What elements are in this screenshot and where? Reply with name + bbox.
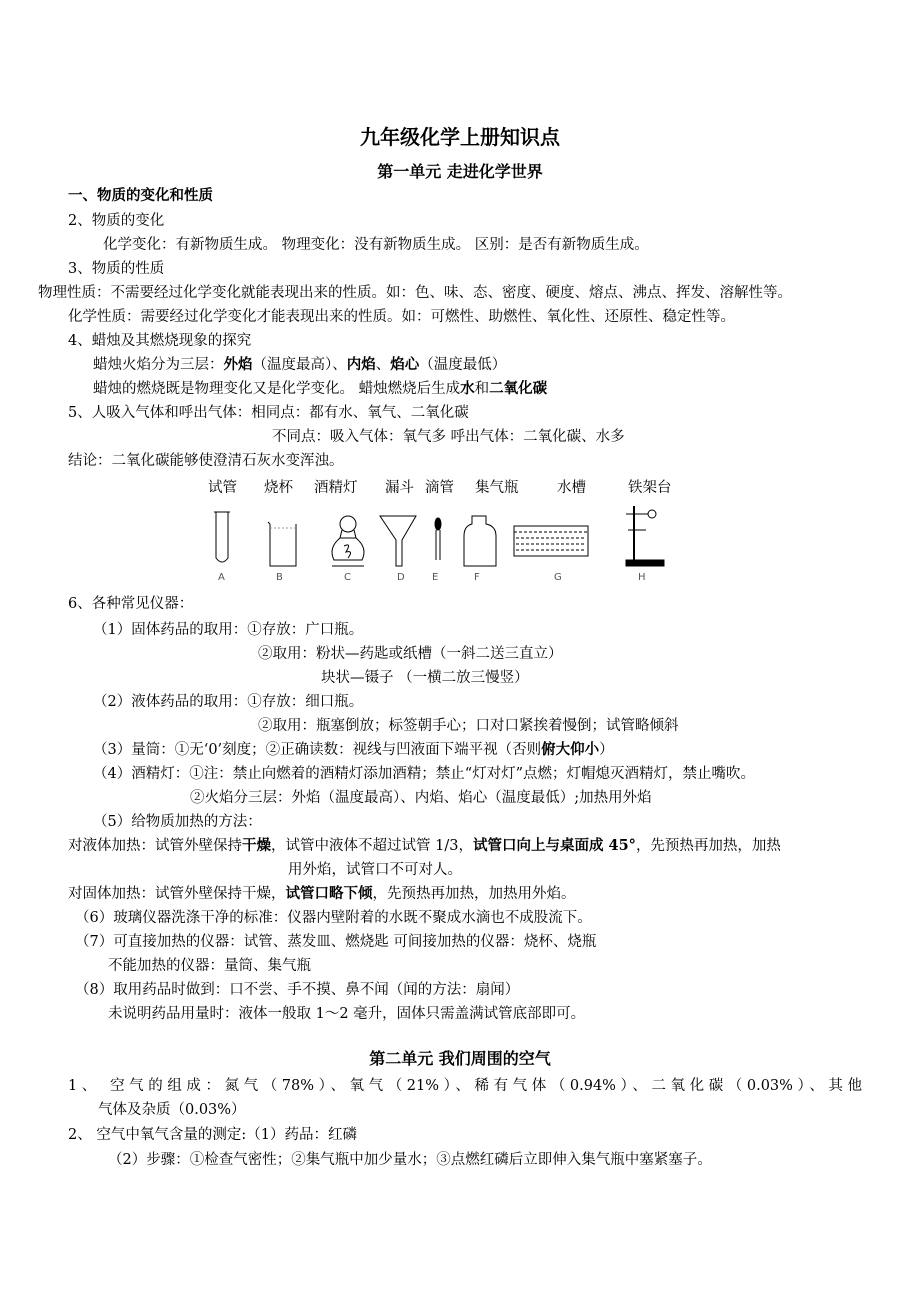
apparatus-letter: D [397, 572, 405, 583]
text-line: （8）取用药品时做到：口不尝、手不摸、鼻不闻（闻的方法：扇闻） [75, 982, 520, 998]
bold-run: 试管口略下倾 [285, 885, 373, 902]
text-line: （7）可直接加热的仪器：试管、蒸发皿、燃烧匙 可间接加热的仪器：烧杯、烧瓶 [75, 934, 597, 950]
text-line: 2、 空气中氧气含量的测定:（1）药品：红磷 [68, 1127, 357, 1143]
apparatus-letter: F [474, 572, 480, 583]
apparatus-label: 酒精灯 [314, 480, 358, 496]
bold-run: 内焰 [346, 356, 376, 373]
water-trough-icon [514, 526, 588, 556]
text-line: 未说明药品用量时：液体一般取 1～2 毫升，固体只需盖满试管底部即可。 [108, 1006, 586, 1022]
bold-run: 二氧化碳 [489, 380, 548, 397]
apparatus-label: 漏斗 [385, 480, 414, 496]
text-run: 、 [375, 357, 391, 373]
apparatus-letter: G [554, 572, 562, 583]
bold-run: 水 [460, 380, 475, 397]
text-line: 结论：二氧化碳能够使澄清石灰水变浑浊。 [68, 453, 344, 469]
text-line [93, 355, 506, 375]
apparatus-letter: B [276, 572, 283, 583]
text-run: 蜡烛火焰分为三层： [93, 357, 224, 373]
text-line: 3、物质的性质 [68, 261, 165, 277]
apparatus-letter: A [218, 572, 225, 583]
apparatus-label: 烧杯 [264, 480, 293, 496]
text-line [68, 884, 576, 904]
apparatus-letter: E [432, 572, 439, 583]
text-line: 气体及杂质（0.03%） [98, 1102, 246, 1118]
text-run: ，先预热再加热，加热用外焰。 [372, 886, 576, 902]
text-line: （1）固体药品的取用：①存放：广口瓶。 [93, 622, 364, 638]
text-run: ，试管中液体不超过试管 1/3， [271, 838, 473, 854]
apparatus-label: 水槽 [557, 480, 586, 496]
apparatus-figure [200, 500, 680, 570]
text-line: 4、蜡烛及其燃烧现象的探究 [68, 333, 252, 349]
text-line: （2）液体药品的取用：①存放：细口瓶。 [93, 694, 364, 710]
apparatus-label: 试管 [208, 480, 237, 496]
text-line: 不同点：吸入气体：氧气多 呼出气体：二氧化碳、水多 [272, 429, 625, 445]
text-run: 和 [474, 381, 490, 397]
apparatus-label: 滴管 [425, 480, 454, 496]
section-heading: 一、物质的变化和性质 [68, 187, 213, 204]
text-line: ②取用：粉状—药匙或纸槽（一斜二送三直立） [258, 646, 563, 662]
bold-run: 干燥 [242, 837, 271, 854]
text-line: ②火焰分三层：外焰（温度最高）、内焰、焰心（温度最低）;加热用外焰 [190, 790, 652, 806]
text-line: 不能加热的仪器：量筒、集气瓶 [108, 958, 311, 974]
text-line: ②取用：瓶塞倒放；标签朝手心；口对口紧挨着慢倒；试管略倾斜 [258, 718, 679, 734]
text-line: 2、物质的变化 [68, 213, 165, 229]
apparatus-label: 集气瓶 [475, 480, 519, 496]
text-run: ，先预热再加热，加热 [635, 838, 781, 854]
text-line: （4）酒精灯：①注：禁止向燃着的酒精灯添加酒精；禁止“灯对灯”点燃；灯帽熄灭酒精灯，禁止嘴吹。 [93, 766, 756, 782]
text-line: 用外焰，试管口不可对人。 [288, 862, 462, 878]
text-run: 蜡烛的燃烧既是物理变化又是化学变化。 蜡烛燃烧后生成 [93, 381, 461, 397]
text-line [93, 379, 547, 399]
funnel-icon [380, 516, 416, 566]
apparatus-label: 铁架台 [628, 480, 672, 496]
text-line: 化学性质：需要经过化学变化才能表现出来的性质。如：可燃性、助燃性、氧化性、还原性、稳定性等。 [68, 309, 735, 325]
beaker-icon [268, 522, 296, 566]
text-line: （6）玻璃仪器洗涤干净的标准：仪器内壁附着的水既不聚成水滴也不成股流下。 [75, 910, 592, 926]
text-line: 物理性质：不需要经过化学变化就能表现出来的性质。如：色、味、态、密度、硬度、熔点、沸点、挥发、溶解性等。 [38, 285, 792, 301]
text-line [93, 740, 614, 760]
text-line: 块状—镊子 （一横二放三慢竖） [321, 670, 529, 686]
text-run: 对固体加热：试管外壁保持干燥， [68, 886, 286, 902]
text-line: （5）给物质加热的方法： [93, 814, 262, 830]
gas-jar-icon [464, 516, 496, 566]
iron-stand-icon [626, 506, 664, 566]
text-line [68, 836, 781, 856]
unit2-heading: 第二单元 我们周围的空气 [369, 1049, 551, 1068]
text-run: 对液体加热：试管外壁保持 [68, 838, 242, 854]
text-line: 6、各种常见仪器： [68, 596, 194, 612]
text-line: （2）步骤：①检查气密性；②集气瓶中加少量水；③点燃红磷后立即伸入集气瓶中塞紧塞子。 [108, 1152, 712, 1168]
text-run: （温度最低） [419, 357, 507, 373]
bold-run: 外焰 [223, 356, 253, 373]
text-run: ） [599, 742, 614, 758]
text-line: 5、人吸入气体和呼出气体：相同点：都有水、氧气、二氧化碳 [68, 405, 469, 421]
unit1-heading: 第一单元 走进化学世界 [377, 162, 543, 181]
dropper-icon [435, 518, 441, 560]
apparatus-letter: H [638, 572, 646, 583]
text-run: （温度最高）、 [252, 357, 347, 373]
apparatus-letter: C [344, 572, 351, 583]
alcohol-lamp-icon [332, 516, 364, 566]
text-run: （3）量筒：①无‘0’刻度；②正确读数：视线与凹液面下端平视（否则 [93, 742, 542, 758]
bold-run: 试管口向上与桌面成 45° [472, 837, 636, 854]
bold-run: 俯大仰小 [541, 741, 600, 758]
document-title: 九年级化学上册知识点 [360, 125, 560, 149]
text-line: 化学变化：有新物质生成。 物理变化：没有新物质生成。 区别：是否有新物质生成。 [103, 237, 649, 253]
bold-run: 焰心 [390, 356, 420, 373]
test-tube-icon [214, 512, 230, 562]
text-line: 1、 空气的组成：氮气（78%）、氧气（21%）、稀有气体（0.94%）、二氧化碳（0.03%）、其他 [68, 1078, 862, 1094]
